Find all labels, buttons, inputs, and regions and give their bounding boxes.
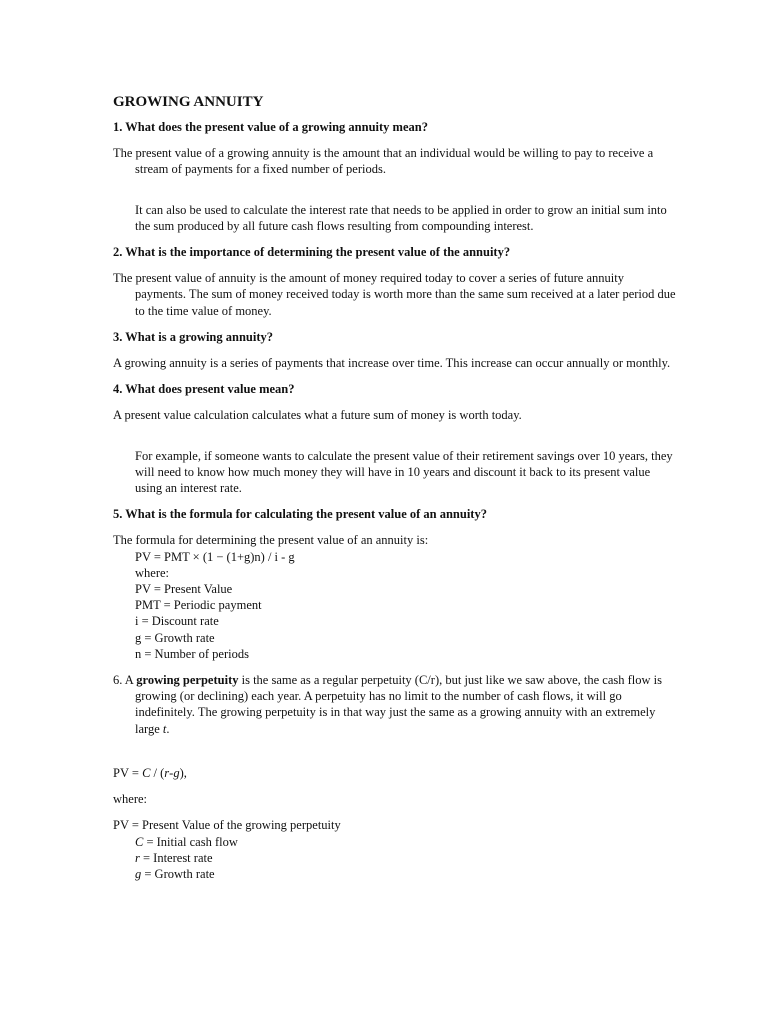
formula-def-n: n = Number of periods: [135, 646, 249, 661]
answer-4-paragraph-1: A present value calculation calculates what a future sum of money is worth today.: [113, 408, 522, 423]
formula-def-pmt: PMT = Periodic payment: [135, 598, 262, 613]
q6-end: .: [166, 721, 170, 736]
question-2: 2. What is the importance of determining the present value of the annuity?: [113, 245, 511, 260]
answer-1-paragraph-2: It can also be used to calculate the interest rate that needs to be applied in order to grow an initial sum into the sum produced by all future cash flows resulting from compounding interest.: [135, 202, 667, 233]
q6-text: is the same as a regular perpetuity (C/r), but just like we saw above, the cash flow is growing (or declining) each year. A perpetuity has no limit to the number of cash flows, it will go indefinitely. The growing perpetuity is in that way just the same as a growing annuity with an extremely large: [135, 673, 662, 736]
perpetuity-formula: [113, 765, 678, 781]
question-1: 1. What does the present value of a growing annuity mean?: [113, 120, 428, 134]
def-r-text: = Interest rate: [139, 850, 213, 865]
def-r-sym: r: [135, 850, 140, 865]
def-g-text: = Growth rate: [141, 866, 215, 881]
formula-intro: The formula for determining the present value of an annuity is:: [113, 533, 429, 548]
formula-where: where:: [135, 565, 170, 580]
def-g: [113, 866, 678, 882]
q6-prefix: 6. A: [113, 673, 137, 688]
answer-2-paragraph-1: The present value of annuity is the amount of money required today to cover a series of future annuity payments. The sum of money received today is worth more than the same sum received at a later period due to the time value of money.: [113, 271, 676, 318]
pf-r: r: [164, 765, 170, 780]
question-5: 5. What is the formula for calculating the present value of an annuity?: [113, 507, 487, 522]
pf-end: ),: [179, 765, 187, 780]
answer-1-paragraph-1: The present value of a growing annuity is the amount that an individual would be willing to pay to receive a stream of payments for a fixed number of periods.: [113, 146, 654, 177]
formula-def-g: g = Growth rate: [135, 630, 215, 645]
formula-line: PV = PMT × (1 − (1+g)n) / i - g: [135, 549, 295, 564]
def-g-sym: g: [135, 866, 142, 881]
answer-4-paragraph-2: For example, if someone wants to calculate the present value of their retirement savings over 10 years, they will need to know how much money they will have in 10 years and discount it back to its present value using an interest rate.: [135, 448, 673, 496]
def-r: [113, 850, 678, 866]
perpetuity-definitions: [113, 817, 678, 882]
def-c-sym: C: [135, 834, 144, 849]
answer-5-formula-block: [113, 532, 678, 662]
answer-3-paragraph-1: A growing annuity is a series of payments that increase over time. This increase can occur annually or monthly.: [113, 356, 671, 371]
formula-def-i: i = Discount rate: [135, 614, 219, 629]
pf-g: g: [173, 765, 180, 780]
q6-bold-term: growing perpetuity: [136, 673, 239, 688]
page-title: GROWING ANNUITY: [113, 94, 264, 110]
def-pv: PV = Present Value of the growing perpetuity: [113, 818, 341, 833]
question-3: 3. What is a growing annuity?: [113, 329, 273, 344]
pf-dash: -: [169, 765, 174, 780]
perpetuity-where: [113, 791, 678, 807]
answer-6-paragraph: [113, 672, 678, 737]
def-c-text: = Initial cash flow: [143, 834, 238, 849]
document-page: [113, 92, 678, 892]
where-label: where:: [113, 792, 148, 807]
question-4: 4. What does present value mean?: [113, 382, 295, 397]
formula-def-pv: PV = Present Value: [135, 582, 233, 597]
q6-italic-t: t: [162, 721, 167, 736]
pf-mid: / (: [150, 765, 165, 780]
def-c: [113, 834, 678, 850]
pf-prefix: PV =: [113, 765, 143, 780]
pf-c: C: [142, 765, 151, 780]
